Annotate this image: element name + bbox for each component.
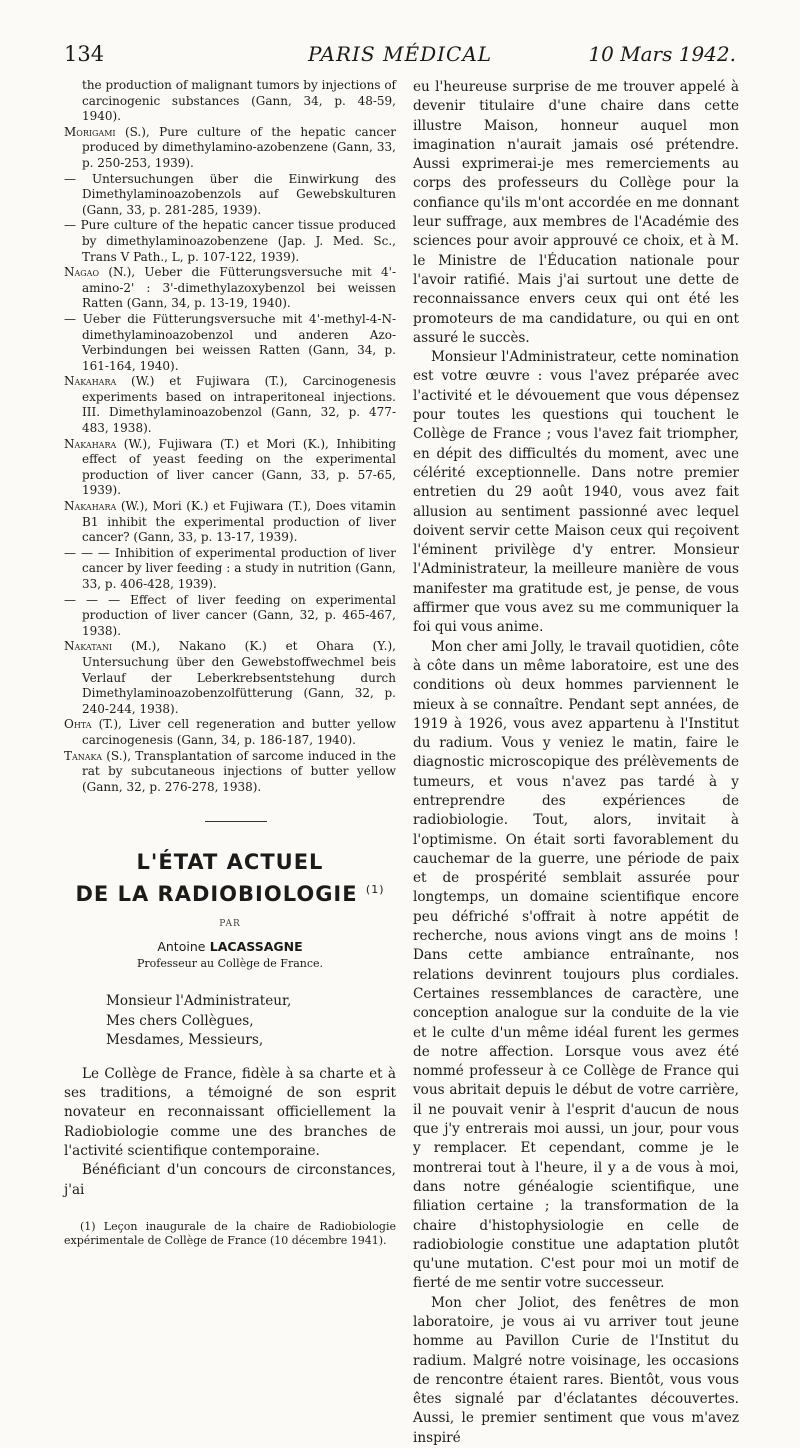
reference-author: Nakahara xyxy=(64,499,117,514)
reference-text: (W.) et Fujiwara (T.), Carcinogenesis experiments based on intraperitoneal injections. III. Dimethylaminoazobenzol (Gann, 32, p. 477-483, 1938). xyxy=(82,374,396,436)
reference-entry xyxy=(64,312,396,374)
reference-author: Nagao xyxy=(64,265,100,280)
reference-text: (S.), Pure culture of the hepatic cancer produced by dimethylamino-azobenzene (Gann, 33, p. 250-253, 1939). xyxy=(82,124,396,170)
reference-author: Nakahara xyxy=(64,436,117,451)
reference-text: — Untersuchungen über die Einwirkung des Dimethylaminoazobenzols auf Gewebskulturen (Gann, 33, p. 281-285, 1939). xyxy=(64,171,396,217)
reference-entry xyxy=(64,125,396,172)
reference-author: Ohta xyxy=(64,717,92,732)
reference-entry xyxy=(64,593,396,640)
reference-author: Nakahara xyxy=(64,374,117,389)
author-name xyxy=(64,939,396,954)
reference-text: (M.), Nakano (K.) et Ohara (Y.), Untersuchung über den Gewebstoffwechmel beis Verlauf der Leberkrebsentstehung durch Dimethylaminoazobenzolfütterung (Gann, 32, p. 240-244, 1938). xyxy=(82,639,396,716)
title-footnote-marker: (1) xyxy=(365,883,385,897)
body-paragraph: Le Collège de France, fidèle à sa charte et à ses traditions, a témoigné de son esprit novateur en reconnaissant officiellement la Radiobiologie comme une des branches de l'activité scientifique contemporaine. xyxy=(64,1065,396,1159)
reference-entry xyxy=(64,78,396,125)
footnote: (1) Leçon inaugurale de la chaire de Radiobiologie expérimentale de Collège de France (10 décembre 1941). xyxy=(64,1219,396,1247)
reference-text: — Ueber die Fütterungsversuche mit 4'-methyl-4-N-dimethylaminoazobenzol und anderen Azo-Verbindungen bei weissen Ratten (Gann, 34, p. 161-164, 1940). xyxy=(64,311,396,373)
reference-entry xyxy=(64,218,396,265)
body-paragraph: eu l'heureuse surprise de me trouver appelé à devenir titulaire d'une chaire dans cette illustre Maison, honneur auquel mon imagination n'aurait jamais osé prétendre. Aussi exprimerai-je mes remerciements au corps des professeurs du Collège pour la confiance qu'ils m'ont accordée en me donnant leur suffrage, aux membres de l'Académie des sciences pour avoir approuvé ce choix, et à M. le Ministre de l'Éducation nationale pour l'avoir ratifié. Mais j'ai surtout une dette de reconnaissance envers ceux qui ont été les promoteurs de ma candidature, ou qui en ont assuré le succès. xyxy=(413,79,739,346)
reference-entry xyxy=(64,639,396,717)
body-paragraph: Monsieur l'Administrateur, cette nomination est votre œuvre : vous l'avez préparée avec l'activité et le dévouement que vous dépensez pour toutes les questions qui touchent le Collège de France ; vous l'avez fait triompher, en dépit des difficultés du moment, avec une célérité exceptionnelle. Dans notre premier entretien du 29 août 1940, vous avez fait allusion au sentiment passionné avec lequel doivent servir cette Maison ceux qui reçoivent l'éminent privilège d'y entrer. Monsieur l'Administrateur, la meilleure manière de vous manifester ma gratitude est, je pense, de vous affirmer que vous avez su me communiquer la foi qui vous anime. xyxy=(413,349,739,636)
reference-entry xyxy=(64,265,396,312)
reference-list xyxy=(64,78,396,795)
reference-entry xyxy=(64,172,396,219)
reference-text: (W.), Mori (K.) et Fujiwara (T.), Does vitamin B1 inhibit the experimental production of liver cancer? (Gann, 33, p. 13-17, 1939). xyxy=(82,499,396,545)
reference-entry xyxy=(64,749,396,796)
body-paragraph: Mon cher Joliot, des fenêtres de mon laboratoire, je vous ai vu arriver tout jeune homme au Pavillon Curie de l'Institut du radium. Malgré notre voisinage, les occasions de rencontre étaient rares. Bientôt, vous vous êtes signalé par d'éclatantes découvertes. Aussi, le premier sentiment que vous m'avez inspiré xyxy=(413,1294,739,1446)
issue-date: 10 Mars 1942. xyxy=(588,42,736,66)
section-divider xyxy=(205,821,267,822)
body-paragraph: Mon cher ami Jolly, le travail quotidien, côte à côte dans un même laboratoire, est une des conditions où deux hommes parviennent le mieux à se connaître. Pendant sept années, de 1919 à 1926, vous avez appartenu à l'Institut du radium. Vous y veniez le matin, faire le diagnostic microscopique des prélèvements de tumeurs, et vous n'avez pas tardé à y entreprendre des expériences de radiobiologie. Tout, alors, invitait à l'optimisme. On était sorti favorablement du cauchemar de la guerre, une période de paix et de prospérité semblait assurée pour longtemps, un domaine scientifique encore peu défriché s'offrait à notre appétit de recherche, nous avions vingt ans de moins ! Dans cette ambiance entraînante, nos relations devinrent toujours plus cordiales. Certaines ressemblances de caractère, une conception analogue sur la conduite de la vie et le culte d'un même idéal furent les germes de notre affection. Lorsque vous avez été nommé professeur à ce Collège de France qui vous abritait depuis le début de votre carrière, il ne pouvait venir à l'esprit d'aucun de nous que j'y entrerais moi aussi, un jour, pour vous y remplacer. Et cependant, comme je le montrerai tout à l'heure, il y a de vous à moi, dans notre généalogie scientifique, une filiation certaine ; la transformation de la chaire d'histophysiologie en celle de radiobiologie constitue une adaptation plutôt qu'une mutation. C'est pour moi un motif de fierté de me sentir votre successeur. xyxy=(413,638,739,1292)
author-last-name: LACASSAGNE xyxy=(209,939,303,955)
salutation xyxy=(106,992,396,1051)
left-column xyxy=(64,78,396,1248)
article-title-text: DE LA RADIOBIOLOGIE xyxy=(75,882,358,907)
article-title-line-2 xyxy=(64,876,396,908)
article-title xyxy=(64,849,396,908)
reference-author: Morigami xyxy=(64,124,116,139)
reference-text: (T.), Liver cell regeneration and butter yellow carcinogenesis (Gann, 34, p. 186-187, 1940). xyxy=(82,717,396,747)
salutation-line: Mes chers Collègues, xyxy=(106,1012,254,1029)
reference-author: Tanaka xyxy=(64,748,102,763)
running-title: PARIS MÉDICAL xyxy=(307,42,493,66)
reference-text: the production of malignant tumors by injections of carcinogenic substances (Gann, 34, p. 48-59, 1940). xyxy=(82,78,396,124)
byline-par: PAR xyxy=(219,919,241,930)
reference-text: (N.), Ueber die Fütterungsversuche mit 4'-amino-2' : 3'-dimethylazoxybenzol bei weissen Ratten (Gann, 34, p. 13-19, 1940). xyxy=(82,265,396,311)
reference-entry xyxy=(64,546,396,593)
page-number: 134 xyxy=(64,42,105,66)
reference-author: Nakatani xyxy=(64,639,113,654)
reference-entry xyxy=(64,437,396,499)
body-paragraph: Bénéficiant d'un concours de circonstances, j'ai xyxy=(64,1162,396,1198)
reference-text: — Pure culture of the hepatic cancer tissue produced by dimethylaminoazobenzene (Jap. J. Med. Sc., Trans V Path., L, p. 107-122, 1939). xyxy=(64,218,396,264)
reference-text: — — — Effect of liver feeding on experimental production of liver cancer (Gann, 32, p. 465-467, 1938). xyxy=(64,592,396,638)
author-affiliation: Professeur au Collège de France. xyxy=(136,957,324,971)
right-column xyxy=(413,78,739,1448)
author-first-name: Antoine xyxy=(157,939,206,955)
reference-text: — — — Inhibition of experimental production of liver cancer by liver feeding : a study in nutrition (Gann, 33, p. 406-428, 1939). xyxy=(64,545,396,591)
article-body-right xyxy=(413,78,739,1448)
reference-text: (S.), Transplantation of sarcome induced in the rat by subcutaneous injections of butter yellow (Gann, 32, p. 276-278, 1938). xyxy=(82,748,396,794)
reference-entry xyxy=(64,499,396,546)
reference-text: (W.), Fujiwara (T.) et Mori (K.), Inhibiting effect of yeast feeding on the experimental production of liver cancer (Gann, 33, p. 57-65, 1939). xyxy=(82,436,396,498)
reference-entry xyxy=(64,717,396,748)
article-title-line-1: L'ÉTAT ACTUEL xyxy=(136,850,324,875)
salutation-line: Mesdames, Messieurs, xyxy=(106,1032,264,1049)
article-body-left xyxy=(64,1065,396,1200)
reference-entry xyxy=(64,374,396,436)
running-header xyxy=(64,40,736,70)
salutation-line: Monsieur l'Administrateur, xyxy=(106,993,292,1010)
